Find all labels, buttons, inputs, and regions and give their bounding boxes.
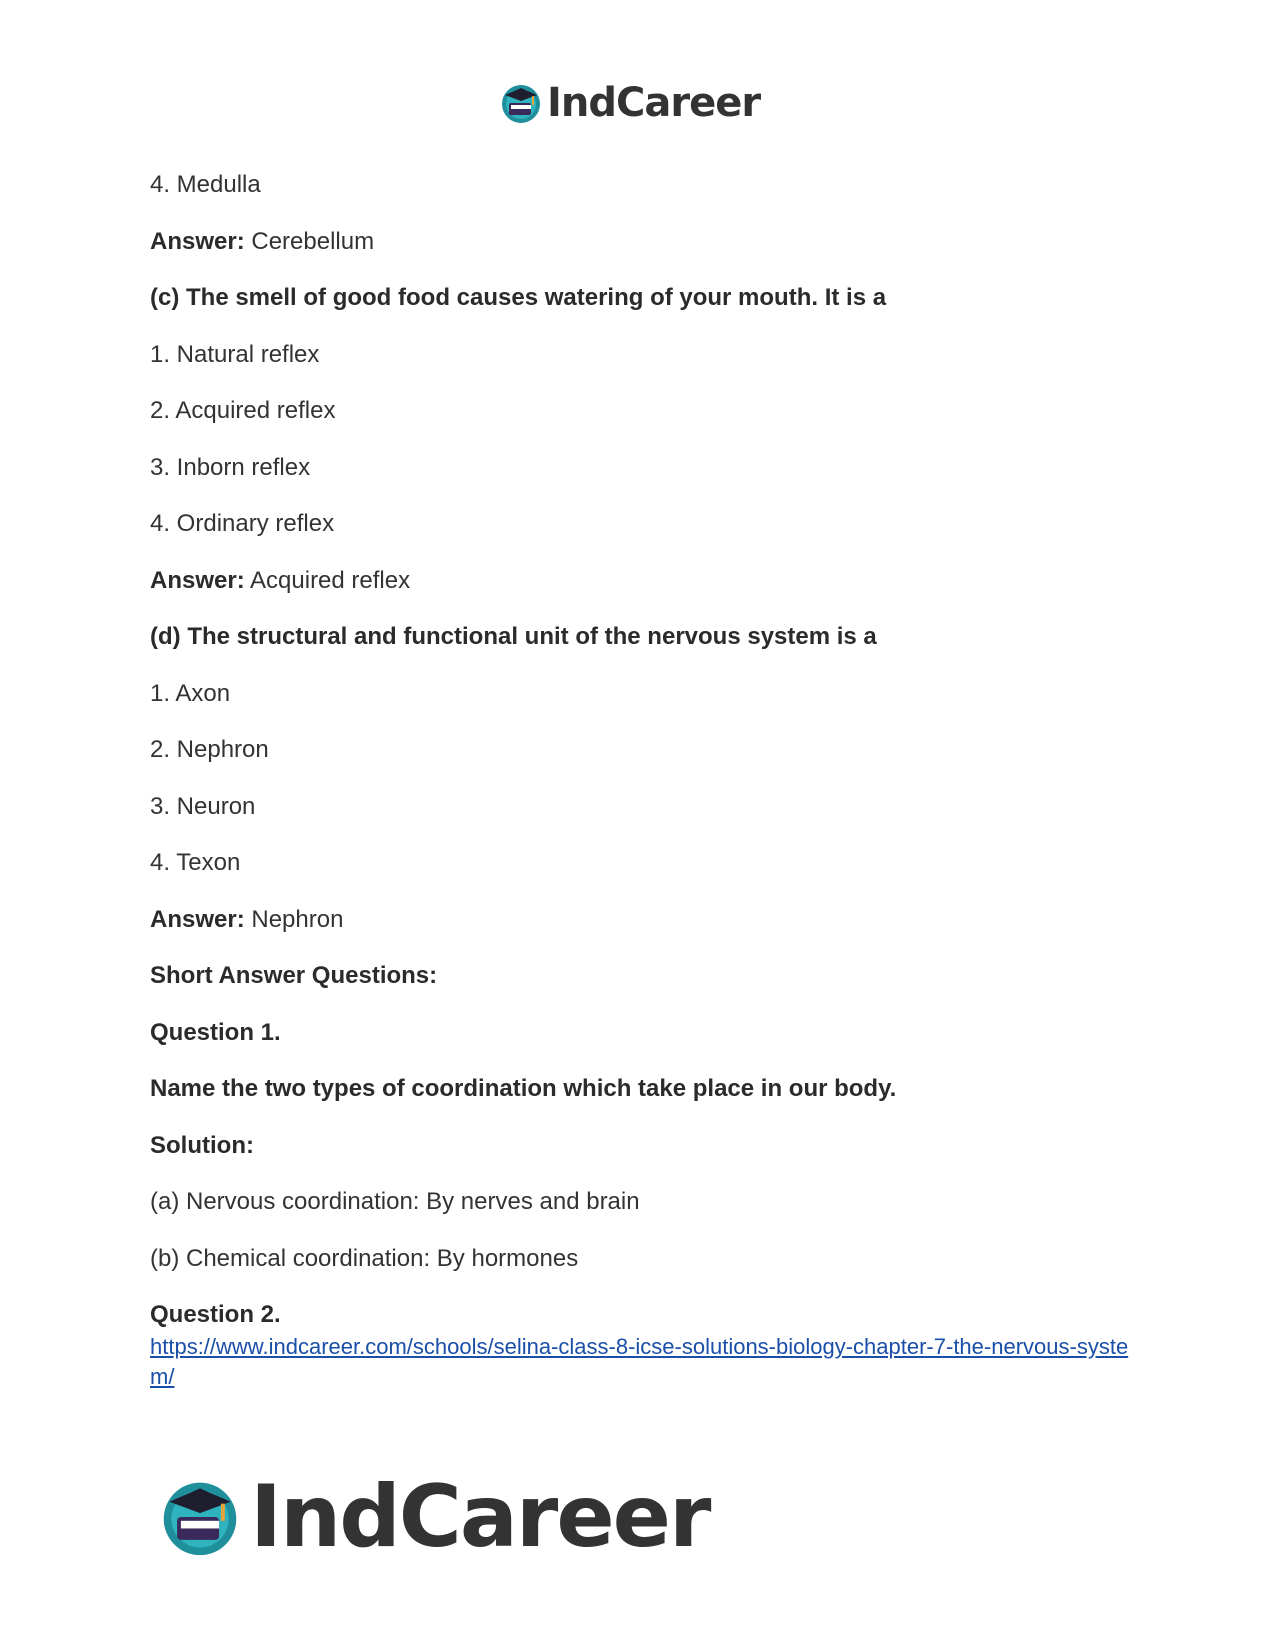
option-line: 1. Axon: [150, 680, 231, 707]
question-text: Name the two types of coordination which take place in our body.: [150, 1075, 897, 1102]
question-heading: (c) The smell of good food causes watering of your mouth. It is a: [150, 284, 887, 311]
question-heading: (d) The structural and functional unit of the nervous system is a: [150, 623, 877, 650]
option-line: 1. Natural reflex: [150, 341, 320, 368]
solution-line: (a) Nervous coordination: By nerves and brain: [150, 1188, 640, 1215]
answer-line: Answer: Cerebellum: [150, 228, 375, 255]
solution-label: Solution:: [150, 1132, 254, 1159]
graduation-cap-book-icon: [158, 1475, 242, 1559]
option-line: 4. Texon: [150, 849, 241, 876]
question-number: Question 1.: [150, 1019, 281, 1046]
logo-wordmark: IndCareer: [250, 1467, 710, 1567]
answer-line: Answer: Nephron: [150, 906, 344, 933]
option-line: 4. Medulla: [150, 171, 261, 198]
option-line: 2. Acquired reflex: [150, 397, 336, 424]
graduation-cap-book-icon: [499, 81, 543, 125]
answer-line: Answer: Acquired reflex: [150, 567, 411, 594]
question-number: Question 2.: [150, 1301, 281, 1328]
logo-wordmark: IndCareer: [547, 80, 761, 126]
source-url-link[interactable]: https://www.indcareer.com/schools/selina-class-8-icse-solutions-biology-chapter-7-the-nervous-system/: [150, 1334, 1129, 1389]
option-line: 3. Neuron: [150, 793, 256, 820]
option-line: 4. Ordinary reflex: [150, 510, 335, 537]
section-heading: Short Answer Questions:: [150, 962, 438, 989]
option-line: 3. Inborn reflex: [150, 454, 311, 481]
indcareer-logo-bottom: [158, 1467, 710, 1567]
solution-line: (b) Chemical coordination: By hormones: [150, 1245, 579, 1272]
indcareer-logo-top: [499, 80, 760, 126]
option-line: 2. Nephron: [150, 736, 269, 763]
